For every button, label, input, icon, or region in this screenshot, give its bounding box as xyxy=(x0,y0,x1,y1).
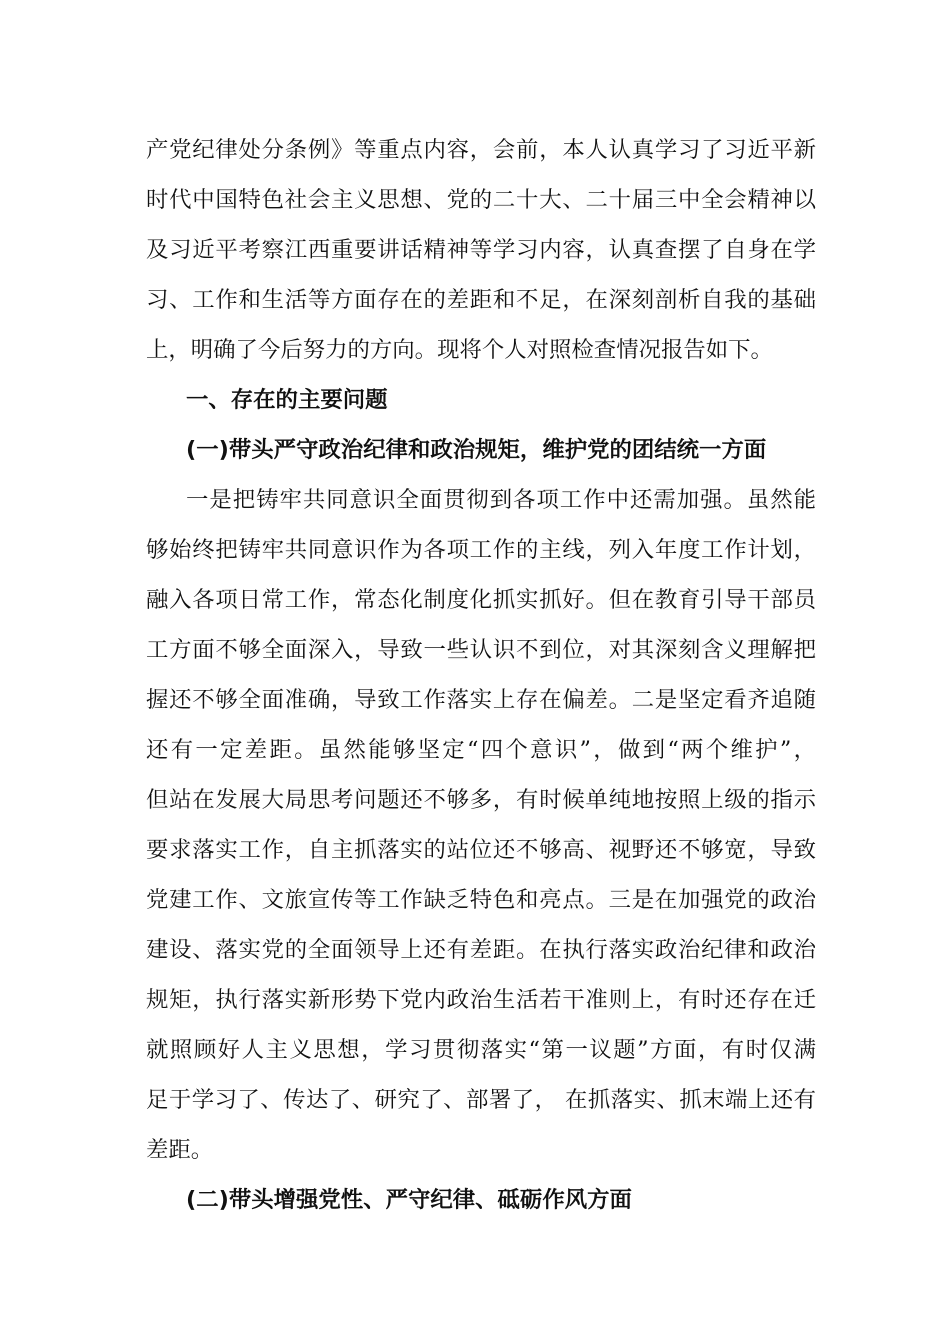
intro-line-3: 及习近平考察江西重要讲话精神等学习内容，认真查摆了自身在学 xyxy=(146,237,816,263)
subsection-1-line-14: 差距。 xyxy=(146,1137,214,1163)
subsection-1-line-1: 一是把铸牢共同意识全面贯彻到各项工作中还需加强。虽然能 xyxy=(186,487,816,513)
subsection-heading-2: (二)带头增强党性、严守纪律、砥砺作风方面 xyxy=(186,1187,632,1213)
subsection-1-line-10: 建设、落实党的全面领导上还有差距。在执行落实政治纪律和政治 xyxy=(146,937,816,963)
intro-line-4: 习、工作和生活等方面存在的差距和不足，在深刻剖析自我的基础 xyxy=(146,287,816,313)
subsection-1-line-9: 党建工作、文旅宣传等工作缺乏特色和亮点。三是在加强党的政治 xyxy=(146,887,816,913)
subsection-heading-1: (一)带头严守政治纪律和政治规矩，维护党的团结统一方面 xyxy=(186,437,767,463)
subsection-1-line-12: 就照顾好人主义思想，学习贯彻落实“第一议题”方面，有时仅满 xyxy=(146,1037,816,1063)
subsection-1-line-11: 规矩，执行落实新形势下党内政治生活若干准则上，有时还存在迁 xyxy=(146,987,816,1013)
subsection-1-line-3: 融入各项日常工作，常态化制度化抓实抓好。但在教育引导干部员 xyxy=(146,587,816,613)
subsection-1-line-7: 但站在发展大局思考问题还不够多，有时候单纯地按照上级的指示 xyxy=(146,787,816,813)
subsection-1-line-13: 足于学习了、传达了、研究了、部署了， 在抓落实、抓末端上还有 xyxy=(146,1087,816,1113)
subsection-1-line-4: 工方面不够全面深入，导致一些认识不到位，对其深刻含义理解把 xyxy=(146,637,816,663)
intro-line-2: 时代中国特色社会主义思想、党的二十大、二十届三中全会精神以 xyxy=(146,187,816,213)
subsection-1-line-8: 要求落实工作，自主抓落实的站位还不够高、视野还不够宽，导致 xyxy=(146,837,816,863)
subsection-1-line-5: 握还不够全面准确，导致工作落实上存在偏差。二是坚定看齐追随 xyxy=(146,687,816,713)
section-heading-1: 一、存在的主要问题 xyxy=(186,387,388,413)
intro-line-5: 上，明确了今后努力的方向。现将个人对照检查情况报告如下。 xyxy=(146,337,773,363)
subsection-1-line-2: 够始终把铸牢共同意识作为各项工作的主线，列入年度工作计划， xyxy=(146,537,816,563)
intro-line-1: 产党纪律处分条例》等重点内容，会前，本人认真学习了习近平新 xyxy=(146,137,816,163)
subsection-1-line-6: 还有一定差距。虽然能够坚定“四个意识”，做到“两个维护”， xyxy=(146,737,816,763)
